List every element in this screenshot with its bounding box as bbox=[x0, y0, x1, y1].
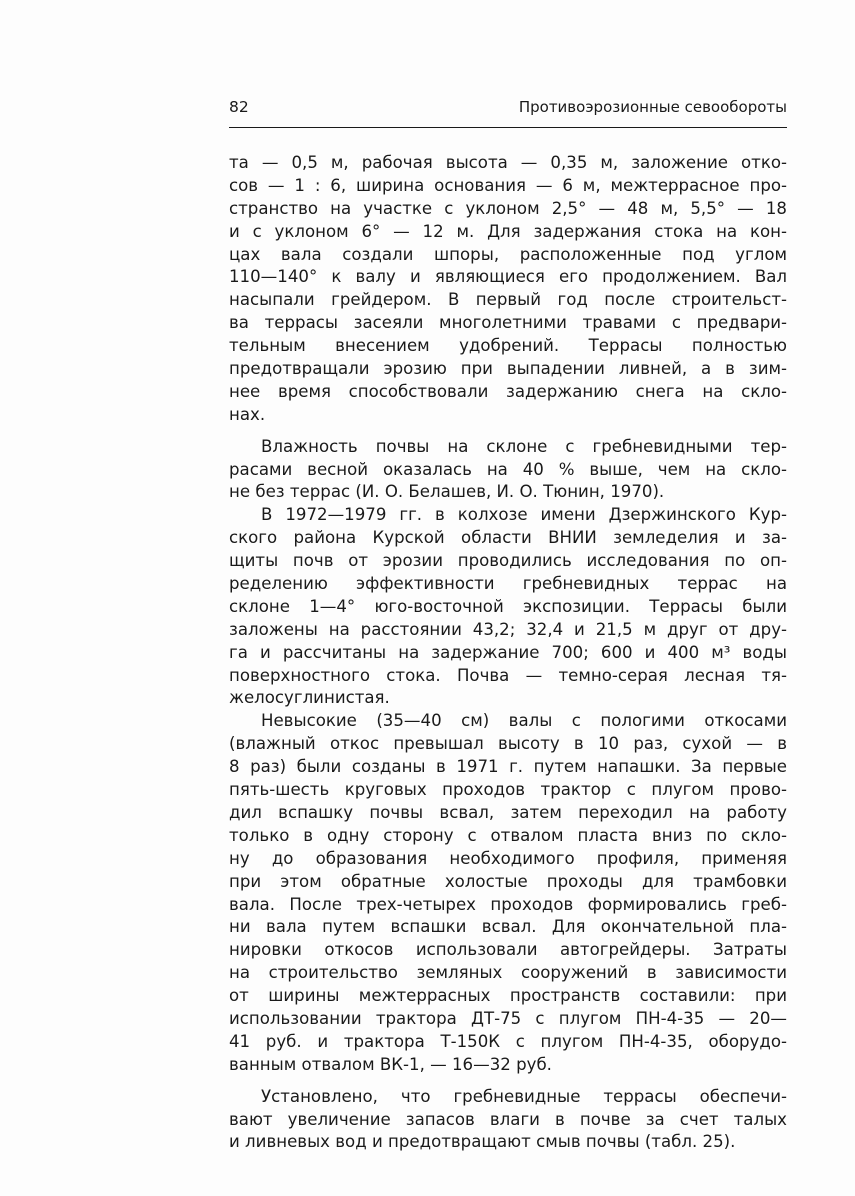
text-line: желосуглинистая. bbox=[229, 688, 390, 708]
text-line: цах вала создали шпоры, расположенные под углом bbox=[229, 244, 787, 264]
text-line: нировки откосов использовали автогрейдеры. Затраты bbox=[229, 940, 787, 960]
text-line: от ширины межтеррасных пространств составили: при bbox=[229, 986, 787, 1006]
paragraph bbox=[229, 1086, 787, 1155]
page-header bbox=[229, 98, 787, 122]
text-line: вают увеличение запасов влаги в почве за счет талых bbox=[229, 1109, 787, 1129]
text-line: на строительство земляных сооружений в зависимости bbox=[229, 963, 787, 983]
text-line: при этом обратные холостые проходы для трамбовки bbox=[229, 871, 787, 891]
text-line: 41 руб. и трактора Т-150К с плугом ПН-4-35, оборудо- bbox=[229, 1031, 787, 1051]
paragraph bbox=[229, 152, 787, 427]
text-line: ского района Курской области ВНИИ земледелия и за- bbox=[229, 528, 787, 548]
text-line: ределению эффективности гребневидных террас на bbox=[229, 574, 787, 594]
paragraph bbox=[229, 504, 787, 710]
text-line: вала. После трех-четырех проходов формировались греб- bbox=[229, 894, 787, 914]
paragraph-gap bbox=[229, 1077, 787, 1086]
text-line: не без террас (И. О. Белашев, И. О. Тюнин, 1970). bbox=[229, 482, 665, 502]
text-line: насыпали грейдером. В первый год после строительст- bbox=[229, 290, 787, 310]
text-line: ни вала путем вспашки всвал. Для окончательной пла- bbox=[229, 917, 787, 937]
paragraph bbox=[229, 436, 787, 505]
text-line: поверхностного стока. Почва — темно-серая лесная тя- bbox=[229, 665, 787, 685]
text-line: тельным внесением удобрений. Террасы полностью bbox=[229, 336, 787, 356]
text-line: 110—140° к валу и являющиеся его продолжением. Вал bbox=[229, 267, 787, 287]
text-line: только в одну сторону с отвалом пласта вниз по скло- bbox=[229, 825, 787, 845]
text-line: 8 раз) были созданы в 1971 г. путем напашки. За первые bbox=[229, 757, 787, 777]
text-line: использовании трактора ДТ-75 с плугом ПН-4-35 — 20— bbox=[229, 1008, 787, 1028]
text-line: и с уклоном 6° — 12 м. Для задержания стока на кон- bbox=[229, 221, 787, 241]
text-line: ну до образования необходимого профиля, применяя bbox=[229, 848, 787, 868]
text-line: пять-шесть круговых проходов трактор с плугом прово- bbox=[229, 780, 787, 800]
text-line: та — 0,5 м, рабочая высота — 0,35 м, заложение отко- bbox=[229, 153, 787, 172]
text-line: В 1972—1979 гг. в колхозе имени Дзержинского Кур- bbox=[261, 505, 787, 525]
page-number: 82 bbox=[229, 98, 249, 116]
text-line: ванным отвалом ВК-1, — 16—32 руб. bbox=[229, 1054, 552, 1074]
text-line: га и рассчитаны на задержание 700; 600 и 400 м³ воды bbox=[229, 642, 787, 662]
text-line: нах. bbox=[229, 404, 266, 424]
text-line: Влажность почвы на склоне с гребневидными тер- bbox=[261, 436, 787, 456]
body-text bbox=[229, 152, 787, 1154]
paragraph bbox=[229, 710, 787, 1076]
text-line: щиты почв от эрозии проводились исследования по оп- bbox=[229, 551, 787, 571]
text-line: (влажный откос превышал высоту в 10 раз, сухой — в bbox=[229, 734, 787, 754]
text-line: Установлено, что гребневидные террасы обеспечи- bbox=[261, 1086, 787, 1106]
header-rule bbox=[229, 127, 787, 128]
text-line: ва террасы засеяли многолетними травами с предвари- bbox=[229, 313, 787, 333]
text-line: Невысокие (35—40 см) валы с пологими откосами bbox=[261, 711, 787, 731]
text-line: нее время способствовали задержанию снега на скло- bbox=[229, 381, 787, 401]
text-line: и ливневых вод и предотвращают смыв почвы (табл. 25). bbox=[229, 1132, 736, 1152]
text-line: предотвращали эрозию при выпадении ливней, а в зим- bbox=[229, 359, 787, 379]
text-line: сов — 1 : 6, ширина основания — 6 м, межтеррасное про- bbox=[229, 175, 787, 195]
text-line: расами весной оказалась на 40 % выше, чем на скло- bbox=[229, 459, 787, 479]
running-title: Противоэрозионные севообороты bbox=[518, 98, 787, 116]
paragraph-gap bbox=[229, 427, 787, 436]
text-line: дил вспашку почвы всвал, затем переходил на работу bbox=[229, 802, 787, 822]
text-line: заложены на расстоянии 43,2; 32,4 и 21,5 м друг от дру- bbox=[229, 619, 787, 639]
text-line: странство на участке с уклоном 2,5° — 48 м, 5,5° — 18 bbox=[229, 198, 787, 218]
text-line: склоне 1—4° юго-восточной экспозиции. Террасы были bbox=[229, 596, 787, 616]
